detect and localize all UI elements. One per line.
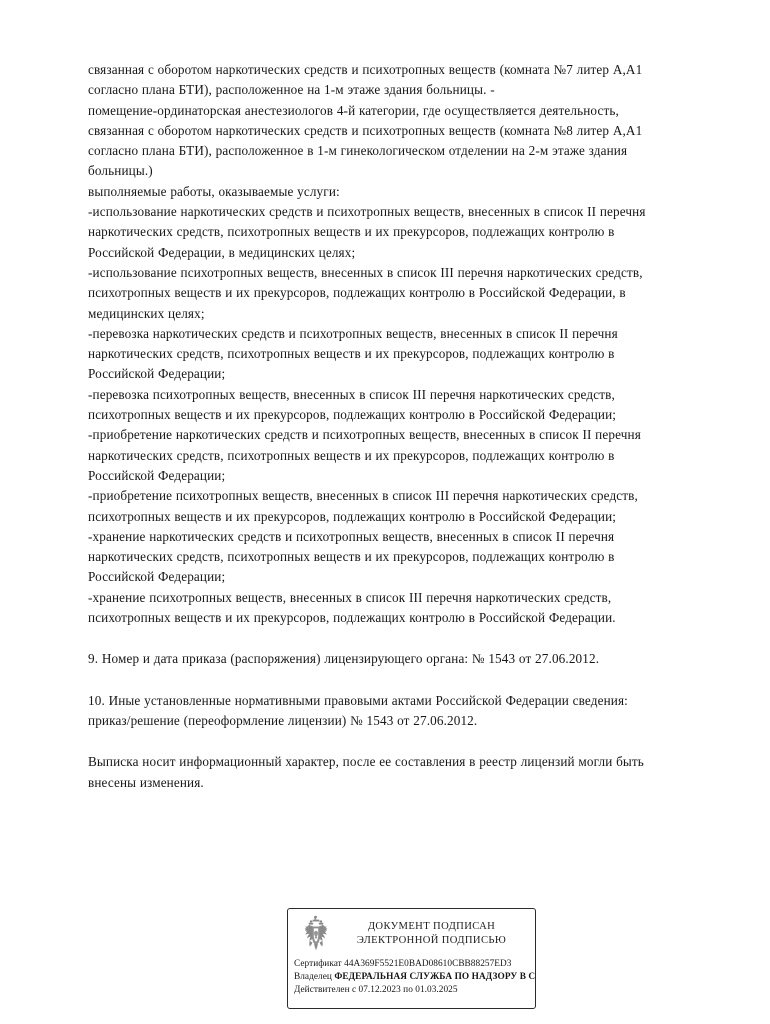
section-gap [88, 628, 694, 649]
service-line: наркотических средств, психотропных веществ и их прекурсоров, подлежащих контролю в [88, 549, 615, 565]
service-line: -использование психотропных веществ, внесенных в список III перечня наркотических средств, [88, 264, 643, 280]
service-line: -использование наркотических средств и психотропных веществ, внесенных в список II перечня [88, 204, 646, 220]
body-line: связанная с оборотом наркотических средств и психотропных веществ (комната №7 литер А,А1 [88, 62, 643, 77]
electronic-signature-stamp [287, 908, 536, 1009]
stamp-title-line-2: ЭЛЕКТРОННОЙ ПОДПИСЬЮ [356, 935, 507, 946]
disclaimer-note [88, 752, 694, 793]
service-line: -хранение наркотических средств и психотропных веществ, внесенных в список II перечня [88, 528, 615, 544]
service-item [88, 324, 694, 385]
service-item [88, 263, 694, 324]
certificate-label: Сертификат [294, 959, 342, 969]
service-line: Российской Федерации; [88, 569, 226, 585]
section-10 [88, 691, 694, 732]
service-line: психотропных веществ и их прекурсоров, подлежащих контролю в Российской Федерации; [88, 508, 617, 524]
service-item [88, 486, 694, 527]
service-item [88, 588, 694, 629]
service-line: -перевозка наркотических средств и психотропных веществ, внесенных в список II перечня [88, 325, 618, 341]
section-9 [88, 649, 694, 669]
service-item [88, 385, 694, 426]
disclaimer-line: Выписка носит информационный характер, после ее составления в реестр лицензий могли быть [88, 754, 644, 770]
service-item [88, 202, 694, 263]
body-line: согласно плана БТИ), расположенное в 1-м гинекологическом отделении на 2-м этаже здания [88, 143, 628, 159]
service-line: наркотических средств, психотропных веществ и их прекурсоров, подлежащих контролю в [88, 224, 615, 240]
service-line: психотропных веществ и их прекурсоров, подлежащих контролю в Российской Федерации; [88, 407, 617, 423]
stamp-title [336, 920, 529, 947]
services-heading: выполняемые работы, оказываемые услуги: [88, 183, 340, 199]
service-line: Российской Федерации; [88, 467, 226, 483]
stamp-header [288, 909, 535, 953]
owner-label: Владелец [294, 972, 332, 983]
section-9-line: 9. Номер и дата приказа (распоряжения) лицензирующего органа: № 1543 от 27.06.2012. [88, 651, 600, 667]
disclaimer-line: внесены изменения. [88, 774, 204, 790]
service-line: медицинских целях; [88, 305, 205, 321]
service-line: психотропных веществ и их прекурсоров, подлежащих контролю в Российской Федерации. [88, 610, 616, 626]
service-line: -хранение психотропных веществ, внесенных в список III перечня наркотических средств, [88, 589, 612, 605]
premises-description-block [88, 60, 694, 182]
section-10-line: 10. Иные установленные нормативными правовыми актами Российской Федерации сведения: [88, 692, 628, 708]
certificate-row [294, 958, 535, 971]
service-line: наркотических средств, психотропных веществ и их прекурсоров, подлежащих контролю в [88, 346, 615, 362]
body-line: согласно плана БТИ), расположенное на 1-м этаже здания больницы. - [88, 82, 495, 98]
service-line: Российской Федерации, в медицинских целях; [88, 244, 356, 260]
service-item [88, 425, 694, 486]
service-line: психотропных веществ и их прекурсоров, подлежащих контролю в Российской Федерации, в [88, 285, 626, 301]
section-gap [88, 731, 694, 752]
section-10-line: приказ/решение (переоформление лицензии) № 1543 от 27.06.2012. [88, 712, 478, 728]
validity-row: Действителен с 07.12.2023 по 01.03.2025 [294, 985, 458, 996]
certificate-value: 44A369F5521E0BAD08610CBB88257ED3 [344, 959, 512, 969]
service-line: Российской Федерации; [88, 366, 226, 382]
body-line: больницы.) [88, 163, 153, 179]
body-line: помещение-ординаторская анестезиологов 4-й категории, где осуществляется деятельность, [88, 102, 619, 118]
service-line: наркотических средств, психотропных веществ и их прекурсоров, подлежащих контролю в [88, 447, 615, 463]
document-body [88, 60, 694, 793]
stamp-details [288, 953, 535, 997]
stamp-title-line-1: ДОКУМЕНТ ПОДПИСАН [367, 921, 496, 933]
service-line: -приобретение психотропных веществ, внесенных в список III перечня наркотических средств, [88, 488, 638, 504]
owner-value: ФЕДЕРАЛЬНАЯ СЛУЖБА ПО НАДЗОРУ В С [334, 972, 535, 983]
service-line: -приобретение наркотических средств и психотропных веществ, внесенных в список II перечня [88, 427, 641, 443]
russian-coat-of-arms-icon [296, 914, 336, 954]
service-line: -перевозка психотропных веществ, внесенных в список III перечня наркотических средств, [88, 386, 615, 402]
owner-row [294, 971, 535, 984]
section-gap [88, 670, 694, 691]
body-line: связанная с оборотом наркотических средств и психотропных веществ (комната №8 литер А,А1 [88, 122, 643, 138]
service-item [88, 527, 694, 588]
